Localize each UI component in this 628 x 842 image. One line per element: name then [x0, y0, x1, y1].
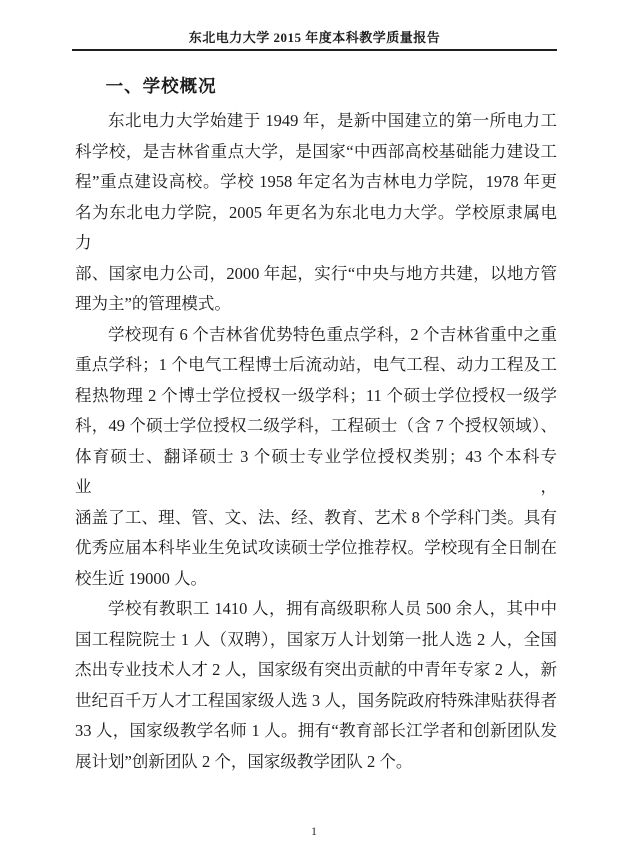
body-line: 部、国家电力公司，2000 年起，实行“中央与地方共建，以地方管: [75, 263, 557, 283]
paragraph-disciplines: [75, 320, 557, 595]
header-rule: [72, 49, 557, 51]
body-line: 国工程院院士 1 人（双聘），国家万人计划第一批人选 2 人，全国: [75, 629, 557, 649]
body-line: 展计划”创新团队 2 个，国家级教学团队 2 个。: [75, 751, 413, 771]
body-line: 程热物理 2 个博士学位授权一级学科；11 个硕士学位授权一级学: [75, 385, 557, 405]
paragraph-school-history: [75, 106, 557, 320]
document-body: [75, 106, 557, 777]
body-line: 东北电力大学始建于 1949 年，是新中国建立的第一所电力工: [108, 111, 557, 130]
body-line: 33 人，国家级教学名师 1 人。拥有“教育部长江学者和创新团队发: [75, 721, 557, 740]
body-line: 名为东北电力学院，2005 年更名为东北电力大学。学校原隶属电力: [75, 202, 557, 252]
body-line: 重点学科；1 个电气工程博士后流动站，电气工程、动力工程及工: [75, 355, 557, 374]
body-line: 优秀应届本科毕业生免试攻读硕士学位推荐权。学校现有全日制在: [75, 538, 557, 557]
paragraph-faculty: [75, 594, 557, 777]
body-line: 杰出专业技术人才 2 人，国家级有突出贡献的中青年专家 2 人，新: [75, 660, 557, 679]
document-page: [0, 30, 628, 842]
body-line: 学校有教职工 1410 人，拥有高级职称人员 500 余人，其中中: [108, 599, 557, 618]
page-number: 1: [311, 824, 317, 838]
body-line: 涵盖了工、理、管、文、法、经、教育、艺术 8 个学科门类。具有: [75, 507, 557, 527]
body-line: 理为主”的管理模式。: [75, 294, 231, 313]
body-line: 程”重点建设高校。学校 1958 年定名为吉林电力学院，1978 年更: [75, 172, 557, 191]
body-line: 世纪百千万人才工程国家级人选 3 人，国务院政府特殊津贴获得者: [75, 690, 557, 710]
body-line: 体育硕士、翻译硕士 3 个硕士专业学位授权类别；43 个本科专业，: [75, 446, 557, 496]
page-footer: [0, 823, 628, 839]
body-line: 学校现有 6 个吉林省优势特色重点学科，2 个吉林省重中之重: [108, 324, 557, 344]
page-header: [0, 30, 628, 51]
body-line: 科，49 个硕士学位授权二级学科，工程硕士（含 7 个授权领域）、: [75, 416, 557, 435]
section-heading: 一、学校概况: [105, 76, 217, 96]
body-line: 科学校，是吉林省重点大学，是国家“中西部高校基础能力建设工: [75, 141, 557, 161]
header-title: 东北电力大学 2015 年度本科教学质量报告: [188, 30, 441, 45]
body-line: 校生近 19000 人。: [75, 568, 207, 588]
